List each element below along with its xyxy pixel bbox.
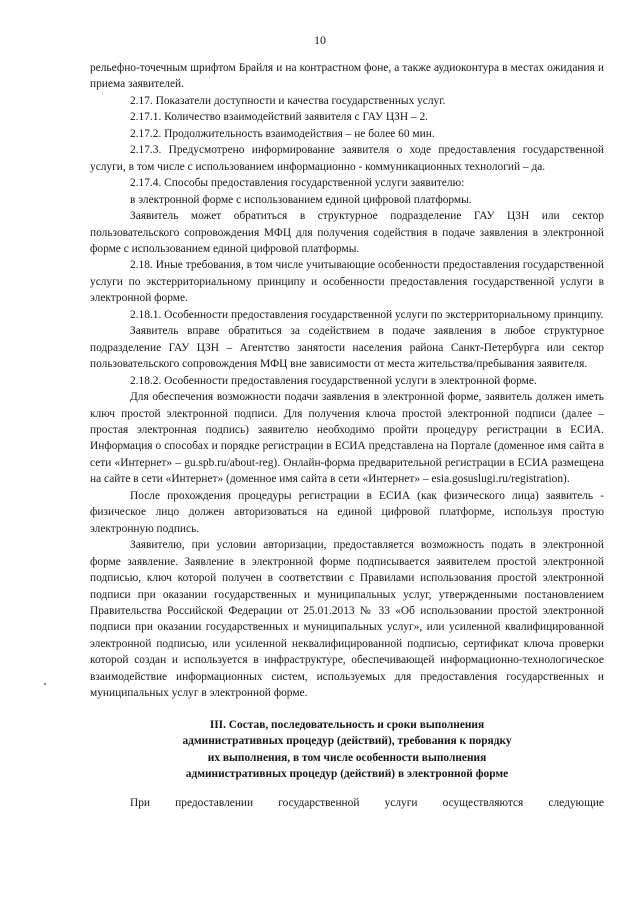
page-number: 10 (314, 33, 326, 47)
paragraph: 2.17.1. Количество взаимодействий заявителя с ГАУ ЦЗН – 2. (130, 111, 429, 124)
paragraph: Заявителю, при условии авторизации, предоставляется возможность подать в электронной форме заявление. Заявление в электронной форме подписывается заявителем простой электронной подписью, ключ которой получен в соответствии с Правилами использования простой электронной подписи при оказании государственных и муниципальных услуг, утвержденными постановлением Правительства Российской Федерации от 25.01.2013 № 33 «Об использовании простой электронной подписи при оказании государственных и муниципальных услуг», или усиленной квалифицированной электронной подписью, или усиленной неквалифицированной подписью, сертификат ключа проверки которой создан и используется в инфраструктуре, обеспечивающей информационно-технологическое взаимодействие информационных систем, используемых для предоставления государственных и муниципальных услуг в электронной форме. (90, 539, 604, 700)
section-heading (90, 717, 604, 783)
paragraph: 2.18.2. Особенности предоставления государственной услуги в электронной форме. (130, 374, 537, 387)
section-heading-line: III. Состав, последовательность и сроки выполнения (209, 718, 485, 731)
paragraph: 2.18.1. Особенности предоставления государственной услуги по экстерриториальному принципу. (130, 308, 604, 321)
paragraph: 2.18. Иные требования, в том числе учитывающие особенности предоставления государственной услуги по экстерриториальному принципу и особенности предоставления государственной услуги в электронной форме. (90, 259, 604, 305)
paragraph: в электронной форме с использованием единой цифровой платформы. (130, 193, 472, 206)
paragraph: 2.17.4. Способы предоставления государственной услуги заявителю: (130, 177, 465, 190)
paragraph: Для обеспечения возможности подачи заявления в электронной форме, заявитель должен иметь ключ простой электронной подписи. Для получения ключа простой электронной подписи (далее – простая электронная подпись) заявителю необходимо пройти процедуру регистрации в ЕСИА. Информация о способах и порядке регистрации в ЕСИА представлена на Портале (доменное имя сайта в сети «Интернет» – gu.spb.ru/about-reg). Онлайн-форма предварительной регистрации в ЕСИА размещена на сайте в сети «Интернет» (доменное имя сайта в сети «Интернет» – esia.gosuslugi.ru/registration). (90, 391, 604, 486)
paragraph: После прохождения процедуры регистрации в ЕСИА (как физического лица) заявитель - физическое лицо должен авторизоваться на единой цифровой платформе, используя простую электронную подпись. (90, 489, 604, 535)
document-body (90, 60, 604, 812)
paragraph: Заявитель вправе обратиться за содействием в подаче заявления в любое структурное подразделение ГАУ ЦЗН – Агентство занятости населения района Санкт-Петербурга или сектор пользовательского сопровождения МФЦ вне зависимости от места жительства/пребывания заявителя. (90, 325, 604, 371)
section-heading-line: их выполнения, в том числе особенности выполнения (207, 751, 487, 764)
paragraph: 2.17. Показатели доступности и качества государственных услуг. (130, 94, 446, 107)
section-heading-line: административных процедур (действий) в электронной форме (185, 768, 509, 781)
paragraph: При предоставлении государственной услуги осуществляются следующие (130, 797, 604, 810)
paragraph: Заявитель может обратиться в структурное подразделение ГАУ ЦЗН или сектор пользовательского сопровождения МФЦ для получения содействия в подаче заявления в электронной форме с использованием единой цифровой платформы. (90, 210, 604, 255)
scan-speck (44, 683, 46, 685)
paragraph: 2.17.2. Продолжительность взаимодействия – не более 60 мин. (130, 127, 435, 140)
section-heading-line: административных процедур (действий), требования к порядку (182, 735, 512, 748)
paragraph: рельефно-точечным шрифтом Брайля и на контрастном фоне, а также аудиоконтура в местах ожидания и приема заявителей. (90, 62, 604, 91)
paragraph: 2.17.3. Предусмотрено информирование заявителя о ходе предоставления государственной услуги, в том числе с использованием информационно - коммуникационных технологий – да. (90, 144, 604, 173)
